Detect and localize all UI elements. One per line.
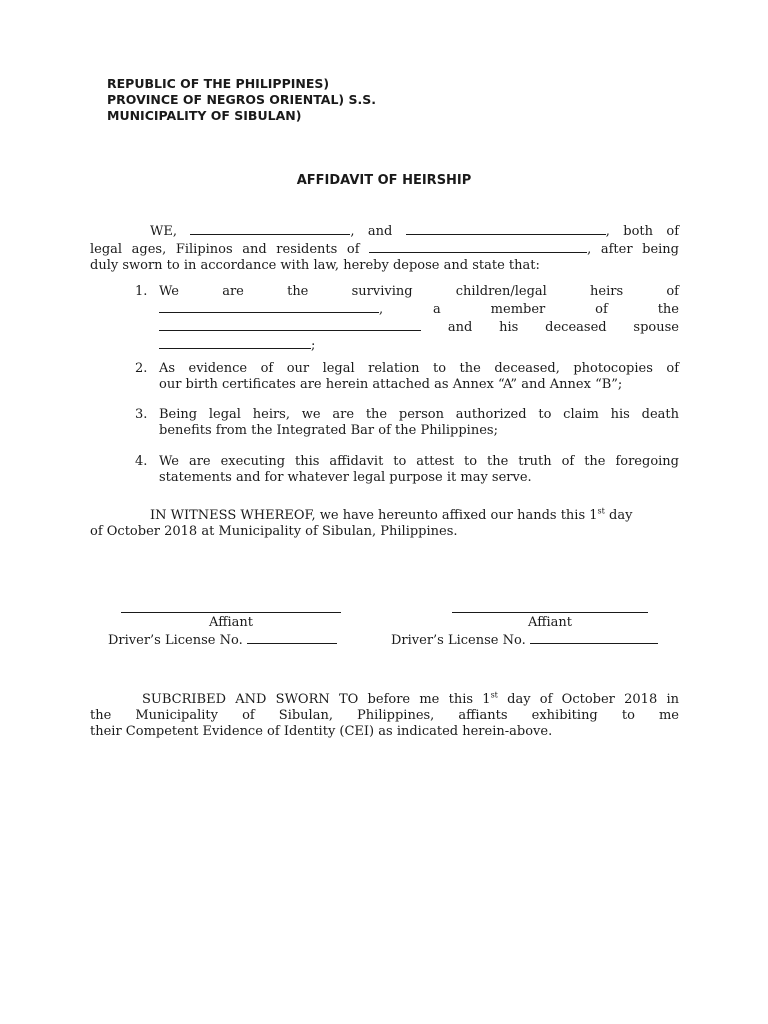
affiant-1-license-label: Driver’s License No. [108,633,243,648]
jurat-paragraph [90,692,679,740]
witness-ordinal: st [597,506,605,516]
affiant-1-license-blank[interactable] [247,631,337,644]
item-1-deceased-spouse: and his deceased spouse [447,320,679,335]
item-3-line-2: benefits from the Integrated Bar of the Philippines; [159,423,498,438]
affiant-2-signature-line[interactable] [452,612,648,613]
affiant-2-label: Affiant [528,615,572,630]
intro-both-of: , both of [605,224,680,239]
intro-line-1 [90,222,679,240]
residence-blank[interactable] [369,240,587,253]
affiant-1-name-blank[interactable] [190,222,350,235]
witness-text-a: IN WITNESS WHEREOF, we have hereunto affixed our hands this 1 [150,508,598,523]
venue-caption [107,76,376,124]
affiant-2-name-blank[interactable] [406,222,606,235]
item-1-number: 1. [135,284,148,299]
organization-blank[interactable] [159,318,421,331]
jurat-line-3: their Competent Evidence of Identity (CEI) as indicated herein-above. [90,724,553,739]
item-1-line-4 [159,336,679,354]
affiant-1-signature-line[interactable] [121,612,341,613]
document-title: AFFIDAVIT OF HEIRSHIP [296,173,472,188]
intro-after-being: , after being [587,242,679,257]
jurat-text-b: day of October 2018 in [497,692,679,707]
witness-line-2: of October 2018 at Municipality of Sibulan, Philippines. [90,524,458,539]
item-4-number: 4. [135,454,148,469]
intro-residents-of: legal ages, Filipinos and residents of [90,242,360,257]
item-4-line-2: statements and for whatever legal purpose it may serve. [159,470,532,485]
witness-paragraph [90,508,679,540]
item-1-semicolon: ; [311,338,316,353]
affiant-2-license-blank[interactable] [530,631,658,644]
item-2-line-1: As evidence of our legal relation to the deceased, photocopies of [159,361,679,376]
witness-line-1 [90,508,679,524]
item-2-line-2: our birth certificates are herein attached as Annex “A” and Annex “B”; [159,377,623,392]
item-4-line-1: We are executing this affidavit to attest to the truth of the foregoing [159,454,679,469]
intro-line-3: duly sworn to in accordance with law, hereby depose and state that: [90,258,540,273]
jurat-line-2: the Municipality of Sibulan, Philippines, affiants exhibiting to me [90,708,679,723]
item-1 [159,284,679,354]
intro-paragraph [90,222,679,274]
item-2-number: 2. [135,361,148,376]
affiant-2-license [391,631,658,649]
intro-and: , and [350,224,393,239]
affiant-2-license-label: Driver’s License No. [391,633,526,648]
spouse-name-blank[interactable] [159,336,311,349]
caption-line-republic: REPUBLIC OF THE PHILIPPINES) [107,76,330,91]
witness-text-b: day [604,508,633,523]
item-3 [159,407,679,439]
item-1-line-2 [159,300,679,318]
intro-we: WE, [150,224,177,239]
affiant-1-label: Affiant [209,615,253,630]
jurat-ordinal: st [490,690,498,700]
caption-line-municipality: MUNICIPALITY OF SIBULAN) [107,108,302,123]
item-2 [159,361,679,393]
jurat-text-a: SUBCRIBED AND SWORN TO before me this 1 [142,692,491,707]
caption-line-province: PROVINCE OF NEGROS ORIENTAL) S.S. [107,92,376,107]
deceased-name-blank[interactable] [159,300,379,313]
item-3-number: 3. [135,407,148,422]
item-3-line-1: Being legal heirs, we are the person authorized to claim his death [159,407,679,422]
jurat-line-1 [90,692,679,708]
item-1-member-of: , a member of the [379,302,679,317]
item-1-line-3 [159,318,679,336]
item-4 [159,454,679,486]
item-1-line-1: We are the surviving children/legal heirs of [159,284,679,299]
affiant-1-license [108,631,337,649]
intro-line-2 [90,240,679,258]
